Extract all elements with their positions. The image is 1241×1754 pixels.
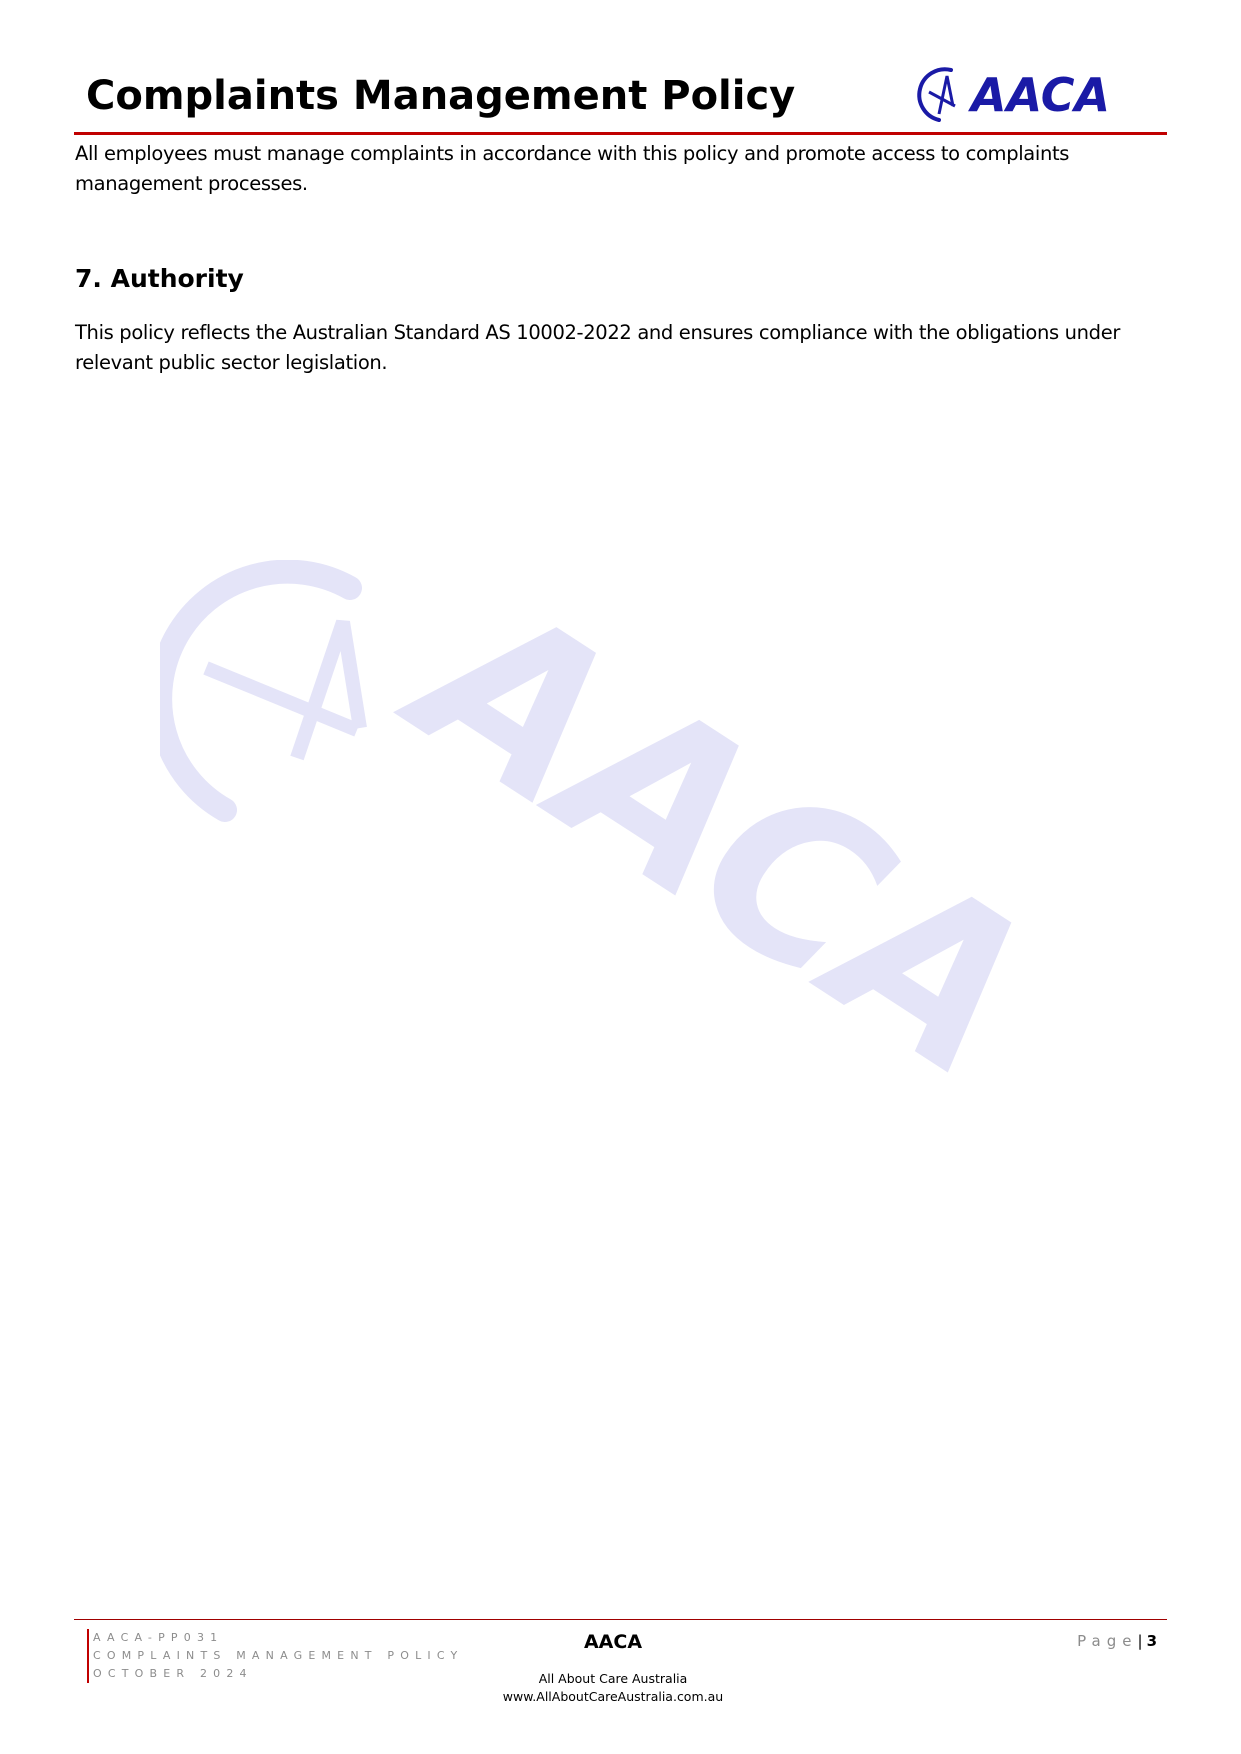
- footer-org-url: www.AllAboutCareAustralia.com.au: [502, 1689, 724, 1704]
- header-divider: [74, 132, 1167, 135]
- footer-org-short: AACA: [583, 1631, 643, 1653]
- page-number-block: [1077, 1631, 1157, 1651]
- footer-doc-info: [87, 1629, 463, 1683]
- aaca-watermark: [160, 560, 1060, 1200]
- svg-text:AACA: AACA: [971, 68, 1111, 122]
- footer-divider: [74, 1619, 1167, 1620]
- footer-org-full: All About Care Australia: [538, 1671, 688, 1686]
- page-title: Complaints Management Policy: [86, 73, 796, 119]
- page-separator: |: [1137, 1632, 1143, 1650]
- aaca-logo-icon: [915, 62, 1125, 126]
- intro-paragraph: All employees must manage complaints in accordance with this policy and promote access to complaints management processes.: [75, 142, 1070, 195]
- footer-doc-date: OCTOBER 2024: [87, 1665, 463, 1683]
- footer-doc-code: AACA-PP031: [87, 1629, 463, 1647]
- page-label: Page: [1077, 1632, 1138, 1650]
- page-number: 3: [1146, 1632, 1157, 1650]
- authority-paragraph: This policy reflects the Australian Standard AS 10002-2022 and ensures compliance with the obligations under relevant public sector legislation.: [75, 321, 1121, 374]
- watermark-logo-icon: [160, 560, 1060, 1200]
- footer-org-info: [463, 1628, 763, 1706]
- aaca-logo: [915, 62, 1125, 126]
- svg-text:AACA: AACA: [376, 560, 1060, 1127]
- footer-doc-title: COMPLAINTS MANAGEMENT POLICY: [87, 1647, 463, 1665]
- section-heading-authority: 7. Authority: [75, 264, 244, 293]
